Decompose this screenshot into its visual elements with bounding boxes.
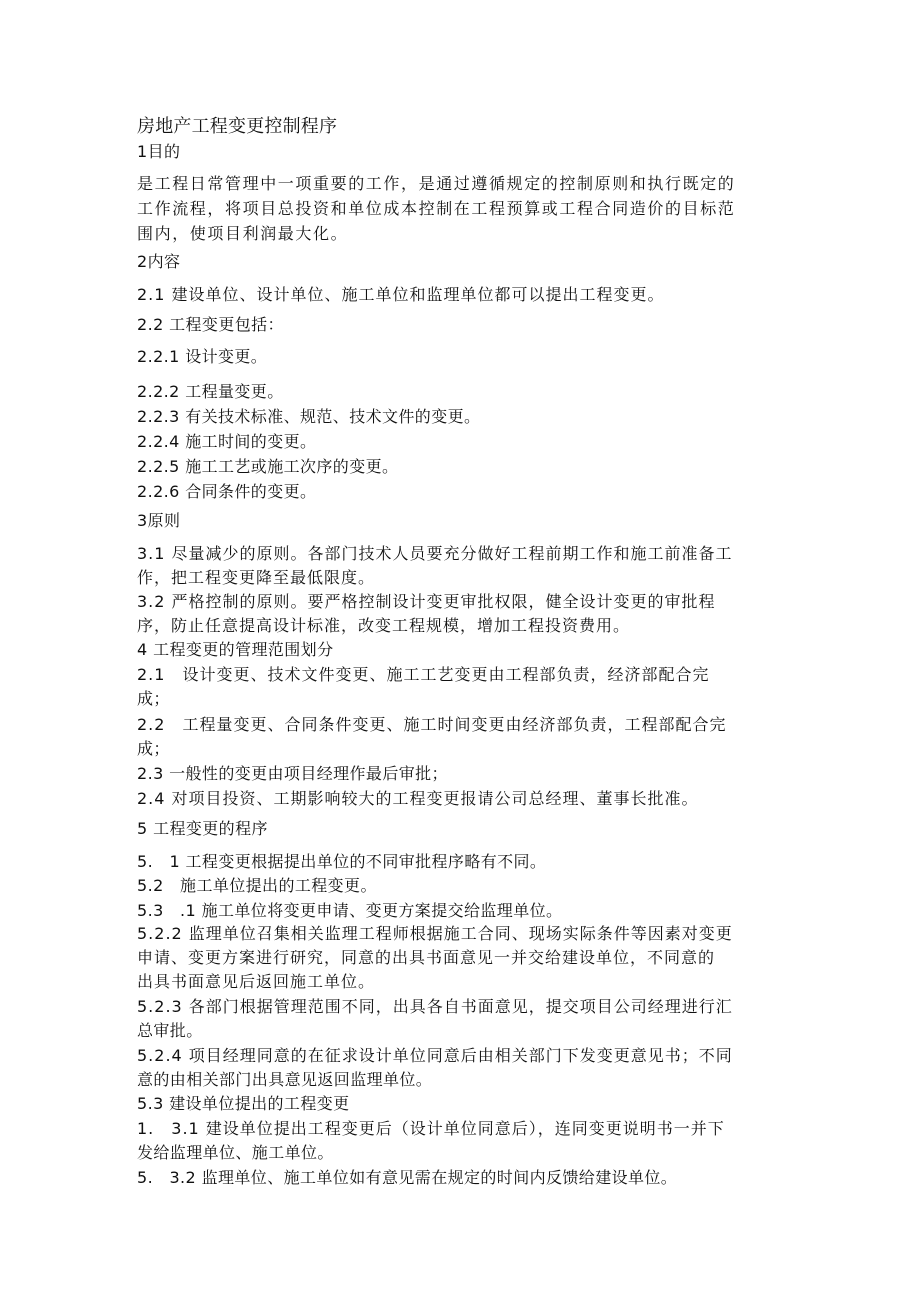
paragraph-line: 1. 3.1 建设单位提出工程变更后（设计单位同意后），连同变更说明书一并下 (137, 1119, 725, 1138)
paragraph-line: 2.1 设计变更、技术文件变更、施工工艺变更由工程部负责，经济部配合完 (137, 665, 710, 684)
paragraph-line: 作，把工程变更降至最低限度。 (137, 568, 376, 587)
paragraph-line: 围内，使项目利润最大化。 (137, 224, 349, 243)
paragraph-line: 5.2 施工单位提出的工程变更。 (137, 876, 377, 895)
paragraph-line: 序，防止任意提高设计标准，改变工程规模，增加工程投资费用。 (137, 616, 631, 635)
list-item: 2.2.3 有关技术标准、规范、技术文件的变更。 (137, 407, 481, 426)
section-heading: 1目的 (137, 142, 181, 161)
paragraph-line: 5.3 建设单位提出的工程变更 (137, 1094, 350, 1113)
paragraph-line: 3.2 严格控制的原则。要严格控制设计变更审批权限，健全设计变更的审批程 (137, 592, 716, 611)
paragraph-line: 意的由相关部门出具意见返回监理单位。 (137, 1070, 433, 1089)
paragraph-line: 总审批。 (137, 1021, 203, 1040)
paragraph-line: 5.2.4 项目经理同意的在征求设计单位同意后由相关部门下发变更意见书；不同 (137, 1046, 733, 1065)
document-title: 房地产工程变更控制程序 (137, 116, 338, 137)
list-item: 2.2.1 设计变更。 (137, 347, 268, 366)
paragraph-line: 成； (137, 689, 170, 708)
list-item: 2.2.4 施工时间的变更。 (137, 432, 317, 451)
section-heading: 3原则 (137, 511, 181, 530)
paragraph-line: 申请、变更方案进行研究，同意的出具书面意见一并交给建设单位，不同意的 (137, 948, 716, 967)
paragraph-line: 成； (137, 739, 170, 758)
paragraph-line: 5. 1 工程变更根据提出单位的不同审批程序略有不同。 (137, 852, 547, 871)
list-item: 2.2.2 工程量变更。 (137, 382, 284, 401)
paragraph-line: 2.1 建设单位、设计单位、施工单位和监理单位都可以提出工程变更。 (137, 285, 665, 304)
paragraph-line: 发给监理单位、施工单位。 (137, 1143, 334, 1162)
section-heading: 5 工程变更的程序 (137, 819, 268, 838)
paragraph-line: 工作流程，将项目总投资和单位成本控制在工程预算或工程合同造价的目标范 (137, 199, 736, 218)
paragraph-line: 2.2 工程变更包括： (137, 315, 284, 334)
paragraph-line: 5.3 .1 施工单位将变更申请、变更方案提交给监理单位。 (137, 901, 563, 920)
section-heading: 2内容 (137, 252, 181, 271)
paragraph-line: 2.3 一般性的变更由项目经理作最后审批； (137, 764, 448, 783)
paragraph-line: 5. 3.2 监理单位、施工单位如有意见需在规定的时间内反馈给建设单位。 (137, 1168, 678, 1187)
list-item: 2.2.5 施工工艺或施工次序的变更。 (137, 457, 399, 476)
paragraph-line: 是工程日常管理中一项重要的工作，是通过遵循规定的控制原则和执行既定的 (137, 174, 736, 193)
section-heading: 4 工程变更的管理范围划分 (137, 640, 334, 659)
paragraph-line: 出具书面意见后返回施工单位。 (137, 972, 376, 991)
list-item: 2.2.6 合同条件的变更。 (137, 482, 317, 501)
paragraph-line: 2.4 对项目投资、工期影响较大的工程变更报请公司总经理、董事长批准。 (137, 789, 699, 808)
paragraph-line: 3.1 尽量减少的原则。各部门技术人员要充分做好工程前期工作和施工前准备工 (137, 544, 733, 563)
paragraph-line: 5.2.2 监理单位召集相关监理工程师根据施工合同、现场实际条件等因素对变更 (137, 924, 733, 943)
paragraph-line: 5.2.3 各部门根据管理范围不同，出具各自书面意见，提交项目公司经理进行汇 (137, 997, 733, 1016)
paragraph-line: 2.2 工程量变更、合同条件变更、施工时间变更由经济部负责，工程部配合完 (137, 715, 727, 734)
